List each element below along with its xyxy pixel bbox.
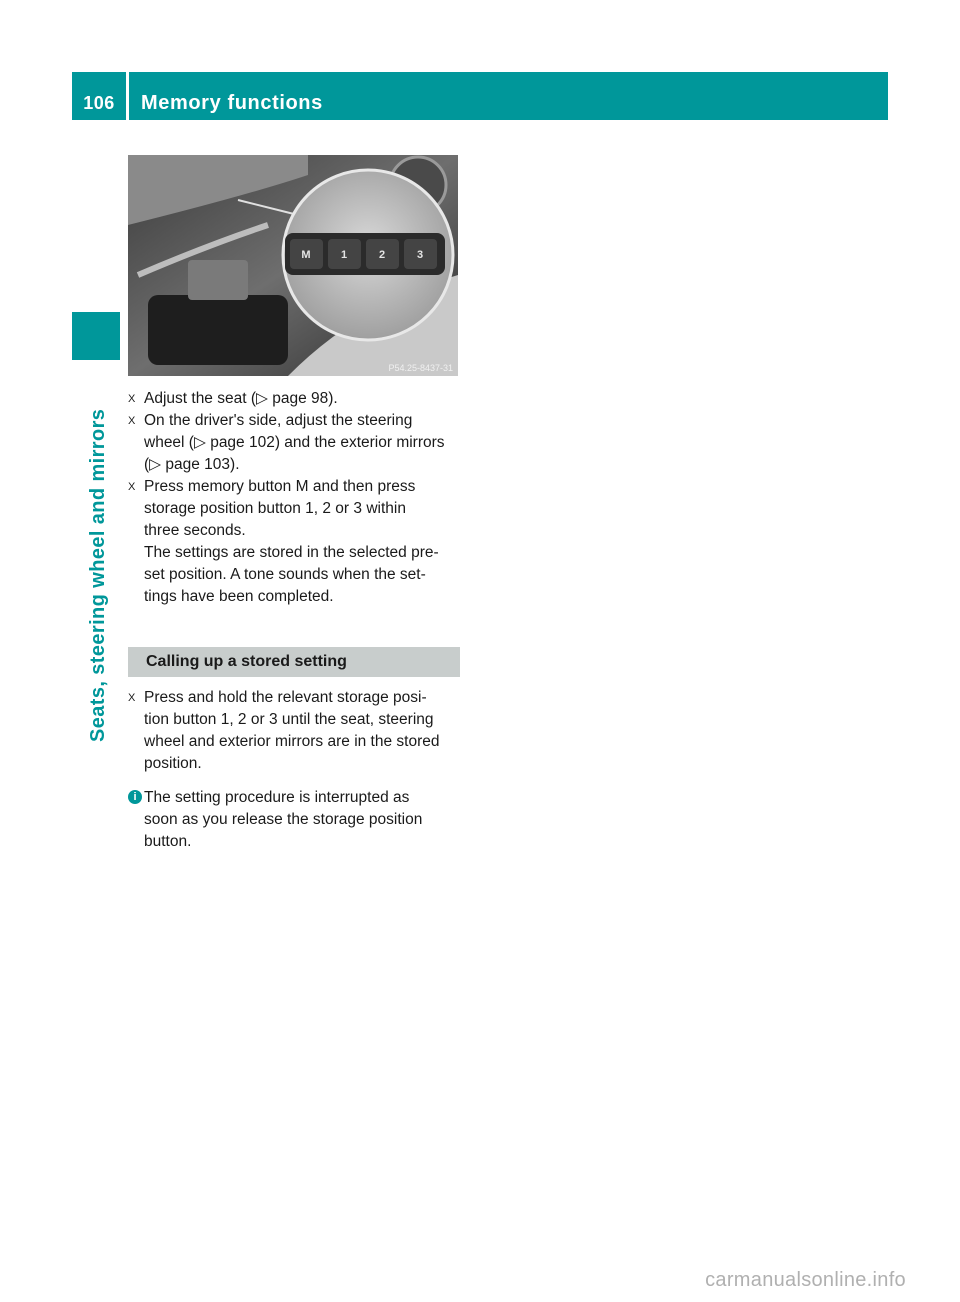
step-marker: X <box>128 415 136 427</box>
step-adjust-seat: X Adjust the seat (▷ page 98). <box>128 388 460 410</box>
info-icon: i <box>128 790 142 804</box>
memory-buttons-photo <box>128 155 458 376</box>
page-title: Memory functions <box>141 92 323 114</box>
page-number: 106 <box>83 93 115 113</box>
header-divider <box>126 72 129 120</box>
step-marker: X <box>128 481 136 493</box>
step-marker: X <box>128 393 136 405</box>
button-1-label: 1 <box>340 249 348 261</box>
step-adjust-wheel-mirrors: X On the driver's side, adjust the steering wheel (▷ page 102) and the exterior mirrors (▷ page 103). <box>128 412 445 473</box>
watermark: carmanualsonline.info <box>705 1269 906 1291</box>
step-press-and-hold: X Press and hold the relevant storage posi- tion button 1, 2 or 3 until the seat, steering wheel and exterior mirrors are in the stored position. <box>128 689 440 772</box>
chapter-label: Seats, steering wheel and mirrors <box>87 408 109 742</box>
step-press-memory: X Press memory button M and then press storage position button 1, 2 or 3 within three seconds. The settings are stored in the selected pre- set position. A tone sounds when the set- tings have been completed. <box>128 478 439 605</box>
main-content <box>128 388 460 853</box>
section-heading: Calling up a stored setting <box>128 647 460 677</box>
info-note: i The setting procedure is interrupted as soon as you release the storage position button. <box>128 787 460 853</box>
figure-code: P54.25-8437-31 <box>388 363 453 373</box>
button-3-label: 3 <box>416 249 424 261</box>
step-marker: X <box>128 692 136 704</box>
button-m-label: M <box>301 249 311 261</box>
chapter-tab <box>72 312 120 360</box>
button-2-label: 2 <box>378 249 386 261</box>
